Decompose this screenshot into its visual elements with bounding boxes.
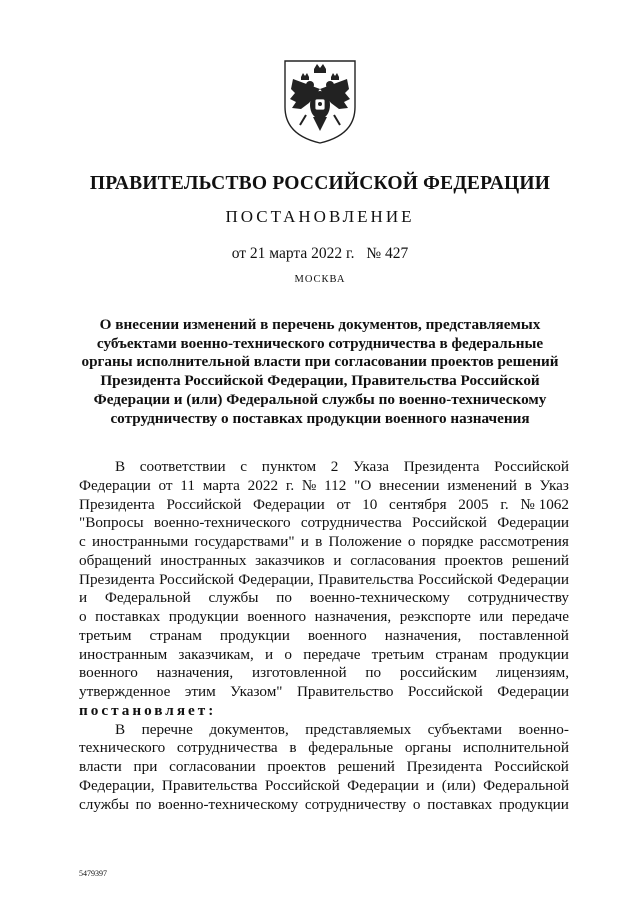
word: Федерации xyxy=(497,570,569,588)
word: поставках xyxy=(427,795,493,813)
word: сотрудничеству xyxy=(467,589,569,607)
word: Президента xyxy=(403,458,480,475)
word: назначения, xyxy=(314,608,392,625)
word: о xyxy=(79,608,87,625)
word: исполнительной xyxy=(463,739,569,757)
word: поставленной xyxy=(479,626,569,644)
word: решений xyxy=(337,758,395,775)
word: изменений xyxy=(447,476,517,494)
word: и xyxy=(426,776,435,794)
paragraph1-line xyxy=(79,627,569,646)
city: МОСКВА xyxy=(294,274,346,285)
word: 112 xyxy=(324,476,347,494)
word: от xyxy=(336,495,351,513)
paragraph1-line xyxy=(79,496,569,515)
word: согласовании xyxy=(169,758,256,775)
title-line: сотрудничеству о поставках продукции военного назначения xyxy=(110,409,530,427)
paragraph1-line xyxy=(79,646,569,665)
word: сотрудничества xyxy=(176,739,278,757)
paragraph2-line xyxy=(79,777,569,796)
decree-number: № 427 xyxy=(366,245,409,262)
paragraph2-line xyxy=(79,758,569,777)
word: продукции xyxy=(219,626,290,644)
word: соответствии xyxy=(139,458,226,475)
word: марта xyxy=(202,476,240,494)
word: Федерации xyxy=(79,476,151,494)
word: продукции xyxy=(168,608,239,625)
word: субъектами xyxy=(427,720,502,738)
paragraph2-line xyxy=(79,721,569,740)
word: сотрудничеству xyxy=(304,795,407,813)
word: в xyxy=(524,476,532,494)
paragraph1-line xyxy=(79,571,569,590)
russian-coat-of-arms-icon xyxy=(279,55,361,147)
word: военно-технического xyxy=(153,514,291,532)
word: реэкспорте xyxy=(399,608,471,625)
word: проектов xyxy=(267,758,326,775)
title-line: О внесении изменений в перечень документов, представляемых xyxy=(99,316,541,333)
word: № xyxy=(301,476,317,494)
title-line: органы исполнительной власти при согласовании проектов решений xyxy=(81,353,559,371)
word: в xyxy=(315,533,323,550)
title-line: Президента Российской Федерации, Правительства Российской xyxy=(100,372,540,390)
word: пунктом xyxy=(261,458,317,475)
word: утвержденное xyxy=(79,683,171,700)
word: о xyxy=(412,795,421,813)
word: Российской xyxy=(166,495,242,513)
word: государствами" xyxy=(194,533,295,550)
word: Российской xyxy=(412,514,487,532)
word: назначения, xyxy=(384,626,462,644)
paragraph1-line xyxy=(79,608,569,627)
decree-date: от 21 марта 2022 г. xyxy=(231,245,355,262)
word: представляемых xyxy=(305,720,412,738)
word: и xyxy=(79,589,88,607)
word: военного xyxy=(247,608,307,625)
paragraph1-line xyxy=(79,664,569,683)
word: 2 xyxy=(330,458,339,475)
word: Правительства xyxy=(318,570,414,588)
word: российским xyxy=(399,664,478,682)
word: внесении xyxy=(379,476,440,494)
word: иностранным xyxy=(79,645,168,663)
word: передаче xyxy=(511,608,569,625)
paragraph1-line xyxy=(79,683,569,702)
word: Федерации xyxy=(497,683,569,700)
word: заказчиков xyxy=(255,551,325,569)
word: 10 xyxy=(362,495,378,513)
word: федеральные xyxy=(308,739,394,757)
word: № 1062 xyxy=(520,495,569,513)
word: при xyxy=(133,758,158,775)
paragraph1-line xyxy=(79,514,569,533)
word: изготовленной xyxy=(251,664,347,682)
word: 11 xyxy=(180,476,195,494)
word: с xyxy=(240,458,248,475)
document-type: ПОСТАНОВЛЕНИЕ xyxy=(225,207,415,226)
word: Российской xyxy=(264,776,340,794)
word: продукции xyxy=(498,645,569,663)
word: в xyxy=(289,739,297,757)
word: службы xyxy=(208,589,259,607)
word: В xyxy=(115,720,126,738)
word: сотрудничества xyxy=(300,514,402,532)
word: Указом" xyxy=(230,683,283,700)
paragraph2-line xyxy=(79,796,569,815)
word: продукции xyxy=(498,795,569,813)
word: документов, xyxy=(209,720,289,738)
word: Положение xyxy=(328,533,402,550)
word: по xyxy=(135,795,152,813)
word: Российской xyxy=(494,758,569,775)
word: Правительство xyxy=(296,683,394,700)
word: этим xyxy=(184,683,216,700)
word: Российской xyxy=(407,683,483,700)
word: Российской xyxy=(159,570,234,588)
paragraph1-line xyxy=(79,458,569,477)
word: "О xyxy=(354,476,372,494)
word: Федерации, xyxy=(238,570,314,588)
word: Федеральной xyxy=(104,589,191,607)
word: Российской xyxy=(494,458,569,475)
word: Президента xyxy=(79,570,155,588)
word: "Вопросы xyxy=(79,514,144,532)
word: Указ xyxy=(539,476,569,494)
word: 2005 xyxy=(458,495,489,513)
word: заказчикам, xyxy=(178,645,254,663)
word: от xyxy=(158,476,173,494)
word: лицензиям, xyxy=(495,664,569,682)
word: Федерации xyxy=(253,495,325,513)
word: (или) xyxy=(441,776,476,794)
paragraph2-line xyxy=(79,739,569,758)
word: технического xyxy=(79,739,166,757)
word: или xyxy=(479,608,504,625)
word: военного xyxy=(79,664,138,682)
word: назначения, xyxy=(156,664,234,682)
word: Президента xyxy=(406,758,483,775)
word: и xyxy=(265,645,274,663)
resolves-line xyxy=(79,702,569,721)
word: г. xyxy=(500,495,509,513)
paragraph1-line xyxy=(79,589,569,608)
paragraph1-line xyxy=(79,477,569,496)
word: третьим xyxy=(371,645,425,663)
title-line: субъектами военно-технического сотрудничества в федеральные xyxy=(96,334,544,352)
word: службы xyxy=(79,795,129,813)
decree-title xyxy=(70,316,570,428)
word: решений xyxy=(511,551,569,569)
word: сентября xyxy=(389,495,447,513)
word: по xyxy=(365,664,382,682)
word: военно-техническому xyxy=(309,589,450,607)
word: о xyxy=(284,645,292,663)
resolves-word: постановляет: xyxy=(79,701,217,719)
word: и xyxy=(300,533,309,550)
word: Президента xyxy=(79,495,155,513)
paragraph1-line xyxy=(79,552,569,571)
title-line: Федерации и (или) Федеральной службы по военно-техническому xyxy=(93,390,547,408)
word: третьим xyxy=(79,626,132,644)
word: военного xyxy=(307,626,367,644)
word: г. xyxy=(285,476,295,494)
word: военно- xyxy=(518,720,569,738)
word: странам xyxy=(435,645,488,663)
word: Федерации, xyxy=(79,776,155,794)
word: проектов xyxy=(444,551,504,569)
word: по xyxy=(276,589,292,607)
word: Указа xyxy=(352,458,390,475)
word: В xyxy=(115,458,126,475)
word: рассмотрения xyxy=(479,533,569,550)
word: передаче xyxy=(303,645,361,663)
paragraph-item-1 xyxy=(79,721,569,815)
word: органы xyxy=(404,739,452,757)
word: военно-техническому xyxy=(158,795,299,813)
word: власти xyxy=(79,758,122,775)
document-body xyxy=(79,458,569,814)
government-title: ПРАВИТЕЛЬСТВО РОССИЙСКОЙ ФЕДЕРАЦИИ xyxy=(89,173,551,194)
paragraph1-line xyxy=(79,533,569,552)
word: 2022 xyxy=(247,476,279,494)
word: иностранных xyxy=(160,551,247,569)
word: Федерации xyxy=(497,514,569,532)
word: поставках xyxy=(95,608,161,625)
word: Федеральной xyxy=(483,776,569,794)
word: иностранными xyxy=(91,533,189,550)
word: согласования xyxy=(350,551,436,569)
word: Правительства xyxy=(161,776,258,794)
word: с xyxy=(79,533,86,550)
word: Федерации xyxy=(347,776,419,794)
word: о xyxy=(407,533,416,550)
word: порядке xyxy=(421,533,474,550)
word: обращений xyxy=(79,551,152,569)
word: странам xyxy=(149,626,202,644)
paragraph-preamble xyxy=(79,458,569,702)
word: и xyxy=(333,551,342,569)
word: перечне xyxy=(141,720,193,738)
word: Российской xyxy=(418,570,493,588)
document-code: 5479397 xyxy=(79,869,107,878)
date-line xyxy=(0,245,640,263)
